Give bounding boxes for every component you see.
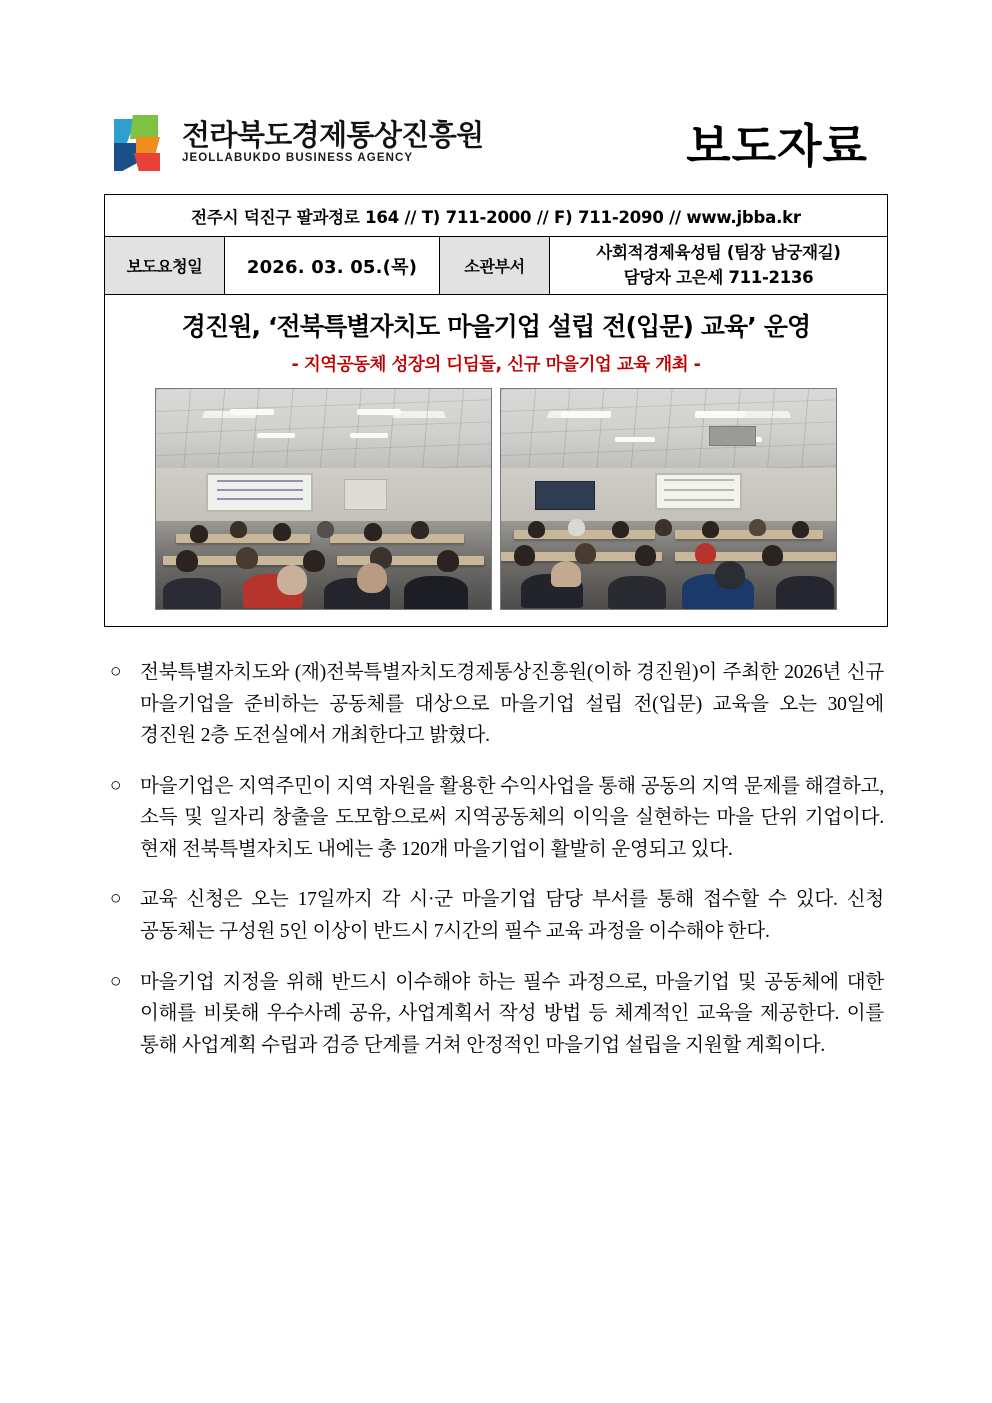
address-row xyxy=(105,195,888,237)
meta-row xyxy=(105,237,888,295)
lecture-room-photo-right xyxy=(500,388,837,610)
org-name-en: JEOLLABUKDO BUSINESS AGENCY xyxy=(182,152,414,165)
title-block xyxy=(104,295,888,627)
paragraph-1-text: 전북특별자치도와 (재)전북특별자치도경제통상진흥원(이하 경진원)이 주최한 2026년 신규 마을기업을 준비하는 공동체를 대상으로 마을기업 설립 전(입문) 교육을 오는 30일에 경진원 2층 도전실에서 개최한다고 밝혔다. xyxy=(140,662,884,747)
lecture-room-photo-left xyxy=(155,388,492,610)
paragraph-3-text: 교육 신청은 오는 17일까지 각 시·군 마을기업 담당 부서를 통해 접수할 수 있다. 신청 공동체는 구성원 5인 이상이 반드시 7시간의 필수 교육 과정을 이수해야 한다. xyxy=(140,889,884,943)
document-header xyxy=(104,100,888,186)
body-text xyxy=(104,657,888,1061)
department-line-1: 사회적경제육성팀 (팀장 남궁재길) xyxy=(596,242,841,262)
jbba-logo-icon xyxy=(114,115,168,171)
info-table xyxy=(104,194,888,295)
release-date-value: 2026. 03. 05.(목) xyxy=(225,237,440,295)
bullet-icon: ○ xyxy=(110,661,122,682)
department-value xyxy=(550,237,888,295)
document-type-title: 보도자료 xyxy=(686,119,868,173)
department-label: 소관부서 xyxy=(440,237,550,295)
paragraph-2-text: 마을기업은 지역주민이 지역 자원을 활용한 수익사업을 통해 공동의 지역 문제를 해결하고, 소득 및 일자리 창출을 도모함으로써 지역공동체의 이익을 실현하는 마을 단위 기업이다. 현재 전북특별자치도 내에는 총 120개 마을기업이 활발히 운영되고 있다. xyxy=(140,775,884,860)
release-date-label: 보도요청일 xyxy=(105,237,225,295)
paragraph-1 xyxy=(110,657,884,752)
bullet-icon: ○ xyxy=(110,774,122,796)
photo-row xyxy=(115,388,877,610)
bullet-icon: ○ xyxy=(110,888,122,910)
paragraph-2 xyxy=(110,771,884,866)
paragraph-3 xyxy=(110,884,884,947)
brand-block xyxy=(114,115,484,171)
org-name-kr: 전라북도경제통상진흥원 xyxy=(182,117,484,152)
brand-text xyxy=(182,117,484,165)
subheadline: - 지역공동체 성장의 디딤돌, 신규 마을기업 교육 개최 - xyxy=(291,355,701,375)
headline: 경진원, ‘전북특별자치도 마을기업 설립 전(입문) 교육’ 운영 xyxy=(181,312,811,341)
department-line-2: 담당자 고은세 711-2136 xyxy=(623,267,814,287)
bullet-icon: ○ xyxy=(110,970,122,992)
paragraph-4 xyxy=(110,967,884,1062)
paragraph-4-text: 마을기업 지정을 위해 반드시 이수해야 하는 필수 과정으로, 마을기업 및 공동체에 대한 이해를 비롯해 우수사례 공유, 사업계획서 작성 방법 등 체계적인 교육을 제공한다. 이를 통해 사업계획 수립과 검증 단계를 거쳐 안정적인 마을기업 설립을 지원할 계획이다. xyxy=(140,971,884,1056)
address-cell: 전주시 덕진구 팔과정로 164 // T) 711-2000 // F) 711-2090 // www.jbba.kr xyxy=(105,195,888,237)
